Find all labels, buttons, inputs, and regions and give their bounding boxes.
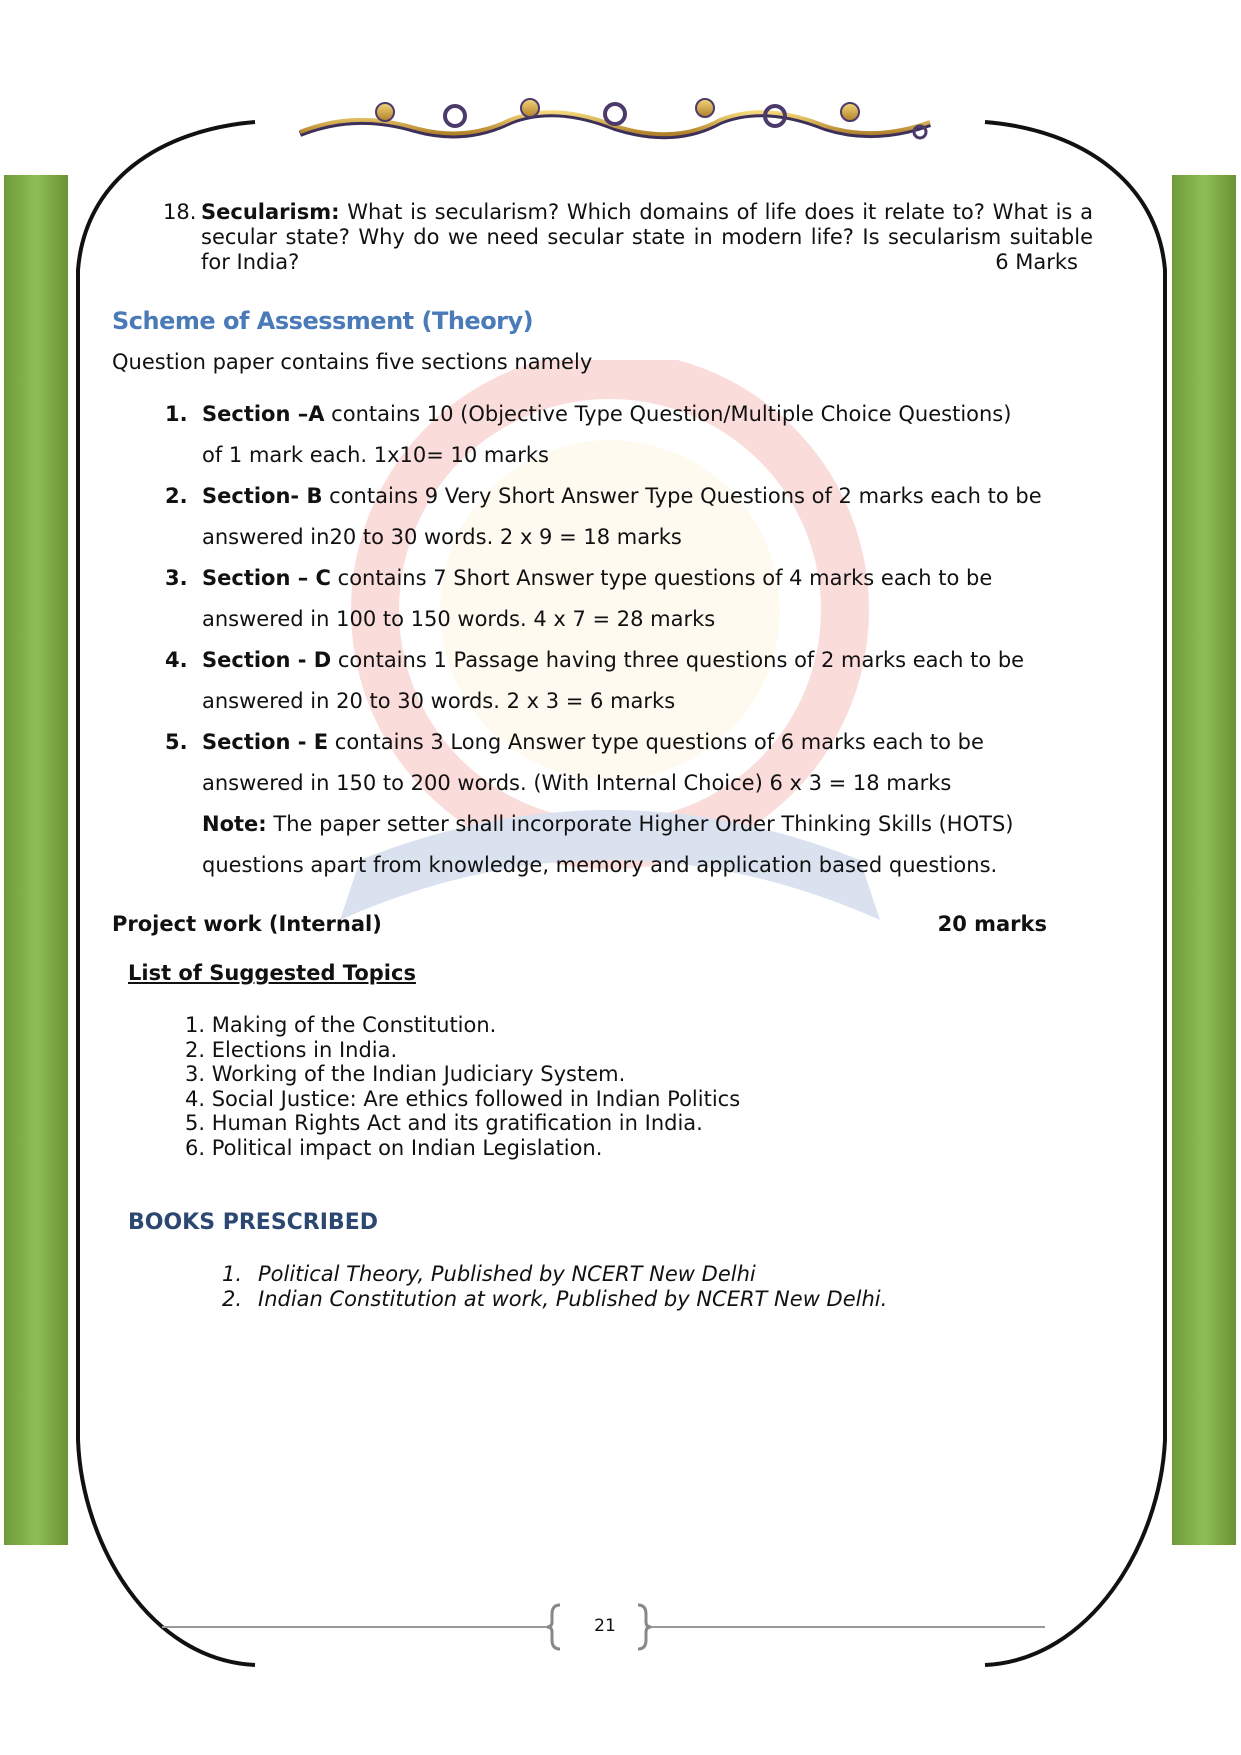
section-text: contains 9 Very Short Answer Type Questions of 2 marks each to be <box>322 484 1042 508</box>
section-number: 5. <box>165 730 188 754</box>
topic-item: 6. Political impact on Indian Legislation. <box>185 1135 603 1160</box>
section-text: contains 7 Short Answer type questions of 4 marks each to be <box>330 566 993 590</box>
topic-item: 4. Social Justice: Are ethics followed in Indian Politics <box>185 1086 741 1111</box>
section-detail: answered in 20 to 30 words. 2 x 3 = 6 marks <box>202 689 676 713</box>
topic-item: 1. Making of the Constitution. <box>185 1013 497 1037</box>
section-item <box>165 394 1085 476</box>
project-work-row <box>112 912 1047 936</box>
book-title: Indian Constitution at work, Published by NCERT New Delhi. <box>258 1287 888 1311</box>
book-title: Political Theory, Published by NCERT New Delhi <box>258 1262 756 1286</box>
section-detail: answered in 150 to 200 words. (With Internal Choice) 6 x 3 = 18 marks <box>202 771 952 795</box>
section-number: 2. <box>165 484 188 508</box>
question-term: Secularism: <box>201 200 340 224</box>
section-text: contains 10 (Objective Type Question/Multiple Choice Questions) <box>324 402 1012 426</box>
topic-item: 2. Elections in India. <box>185 1037 398 1062</box>
section-label: Section –A <box>202 402 325 426</box>
section-text: contains 3 Long Answer type questions of 6 marks each to be <box>328 730 984 754</box>
decorative-ornament <box>295 92 935 152</box>
books-title: BOOKS PRESCRIBED <box>128 1210 378 1235</box>
scheme-heading: Scheme of Assessment (Theory) <box>112 307 534 335</box>
section-label: Section- B <box>202 484 323 508</box>
section-number: 1. <box>165 402 188 426</box>
note-label: Note: <box>202 812 267 836</box>
note-block <box>202 804 1085 886</box>
note-text: The paper setter shall incorporate Higher Order Thinking Skills (HOTS) <box>266 812 1014 836</box>
project-work-label: Project work (Internal) <box>112 912 382 936</box>
books-list <box>222 1262 887 1312</box>
section-detail: of 1 mark each. 1x10= 10 marks <box>202 443 549 467</box>
section-label: Section - D <box>202 648 332 672</box>
question-marks: 6 Marks <box>995 250 1078 274</box>
section-item <box>165 722 1085 804</box>
topic-item: 3. Working of the Indian Judiciary System. <box>185 1062 626 1086</box>
section-item <box>165 476 1085 558</box>
section-item <box>165 640 1085 722</box>
book-item <box>222 1262 887 1287</box>
section-item <box>165 558 1085 640</box>
section-number: 4. <box>165 648 188 672</box>
scheme-intro: Question paper contains five sections namely <box>112 350 593 374</box>
topic-item: 5. Human Rights Act and its gratification in India. <box>185 1111 703 1135</box>
topics-title: List of Suggested Topics <box>128 961 416 985</box>
note-text-continued: questions apart from knowledge, memory and application based questions. <box>202 853 998 877</box>
section-label: Section – C <box>202 566 331 590</box>
section-text: contains 1 Passage having three questions of 2 marks each to be <box>331 648 1025 672</box>
topics-list <box>185 1013 740 1160</box>
book-item <box>222 1287 887 1312</box>
page-number: 21 <box>594 1616 616 1636</box>
project-work-marks: 20 marks <box>937 912 1047 936</box>
question-18 <box>163 200 1093 275</box>
book-number: 1. <box>222 1262 243 1286</box>
section-detail: answered in 100 to 150 words. 4 x 7 = 28 marks <box>202 607 716 631</box>
section-detail: answered in20 to 30 words. 2 x 9 = 18 marks <box>202 525 682 549</box>
book-number: 2. <box>222 1287 243 1311</box>
sections-list <box>165 394 1085 886</box>
question-text: What is secularism? Which domains of life does it relate to? What is a secular state? Why do we need secular state in modern life? Is secularism suitable for India? <box>201 200 1093 274</box>
question-number: 18. <box>163 200 197 224</box>
section-number: 3. <box>165 566 188 590</box>
section-label: Section - E <box>202 730 329 754</box>
